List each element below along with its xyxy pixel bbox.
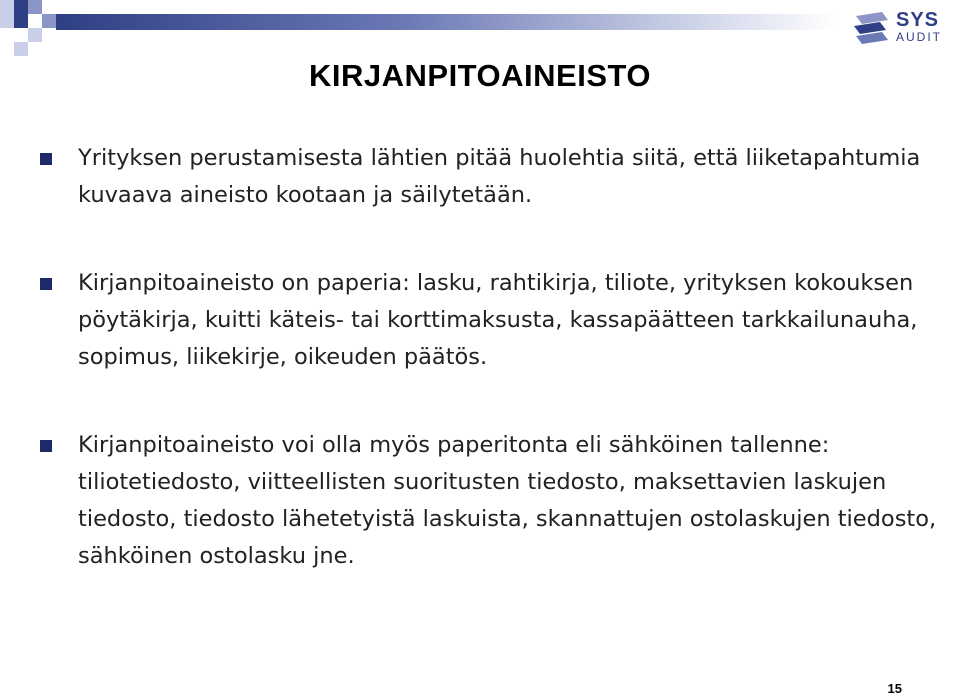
- deco-square: [28, 28, 42, 42]
- deco-square: [0, 0, 14, 14]
- bullet-square-icon: [40, 278, 52, 290]
- bullet-text: Kirjanpitoaineisto on paperia: lasku, rahtikirja, tiliote, yrityksen kokouksen pöytäkirja, kuitti käteis- tai korttimaksusta, kassapäätteen tarkkailunauha, sopimus, liikekirje, oikeuden päätös.: [78, 270, 918, 370]
- deco-square: [28, 0, 42, 14]
- bullet-square-icon: [40, 440, 52, 452]
- sysaudit-logo-icon: [852, 10, 892, 46]
- deco-square: [14, 0, 28, 14]
- bullet-item: [40, 265, 940, 376]
- bullet-list: [40, 140, 940, 575]
- sysaudit-logo: [852, 8, 952, 48]
- bullet-text: Kirjanpitoaineisto voi olla myös paperitonta eli sähköinen tallenne: tiliotetiedosto, viitteellisten suoritusten tiedosto, maksettavien laskujen tiedosto, tiedosto lähetetyistä laskuista, skannattujen ostolaskujen tiedosto, sähköinen ostolasku jne.: [78, 432, 937, 569]
- corner-decoration: [0, 0, 60, 56]
- page-number: 15: [887, 681, 902, 696]
- logo-text: [896, 10, 942, 43]
- bullet-square-icon: [40, 153, 52, 165]
- deco-square: [0, 14, 14, 28]
- logo-name: SYS: [896, 9, 940, 31]
- deco-square: [14, 14, 28, 28]
- slide-title: KIRJANPITOAINEISTO: [308, 58, 652, 93]
- deco-square: [42, 14, 56, 28]
- logo-sub: AUDIT: [896, 30, 942, 44]
- bullet-text: Yrityksen perustamisesta lähtien pitää huolehtia siitä, että liiketapahtumia kuvaava aineisto kootaan ja säilytetään.: [78, 145, 921, 208]
- bullet-item: [40, 427, 940, 575]
- header-bar: [56, 14, 836, 30]
- bullet-item: [40, 140, 940, 214]
- deco-square: [14, 42, 28, 56]
